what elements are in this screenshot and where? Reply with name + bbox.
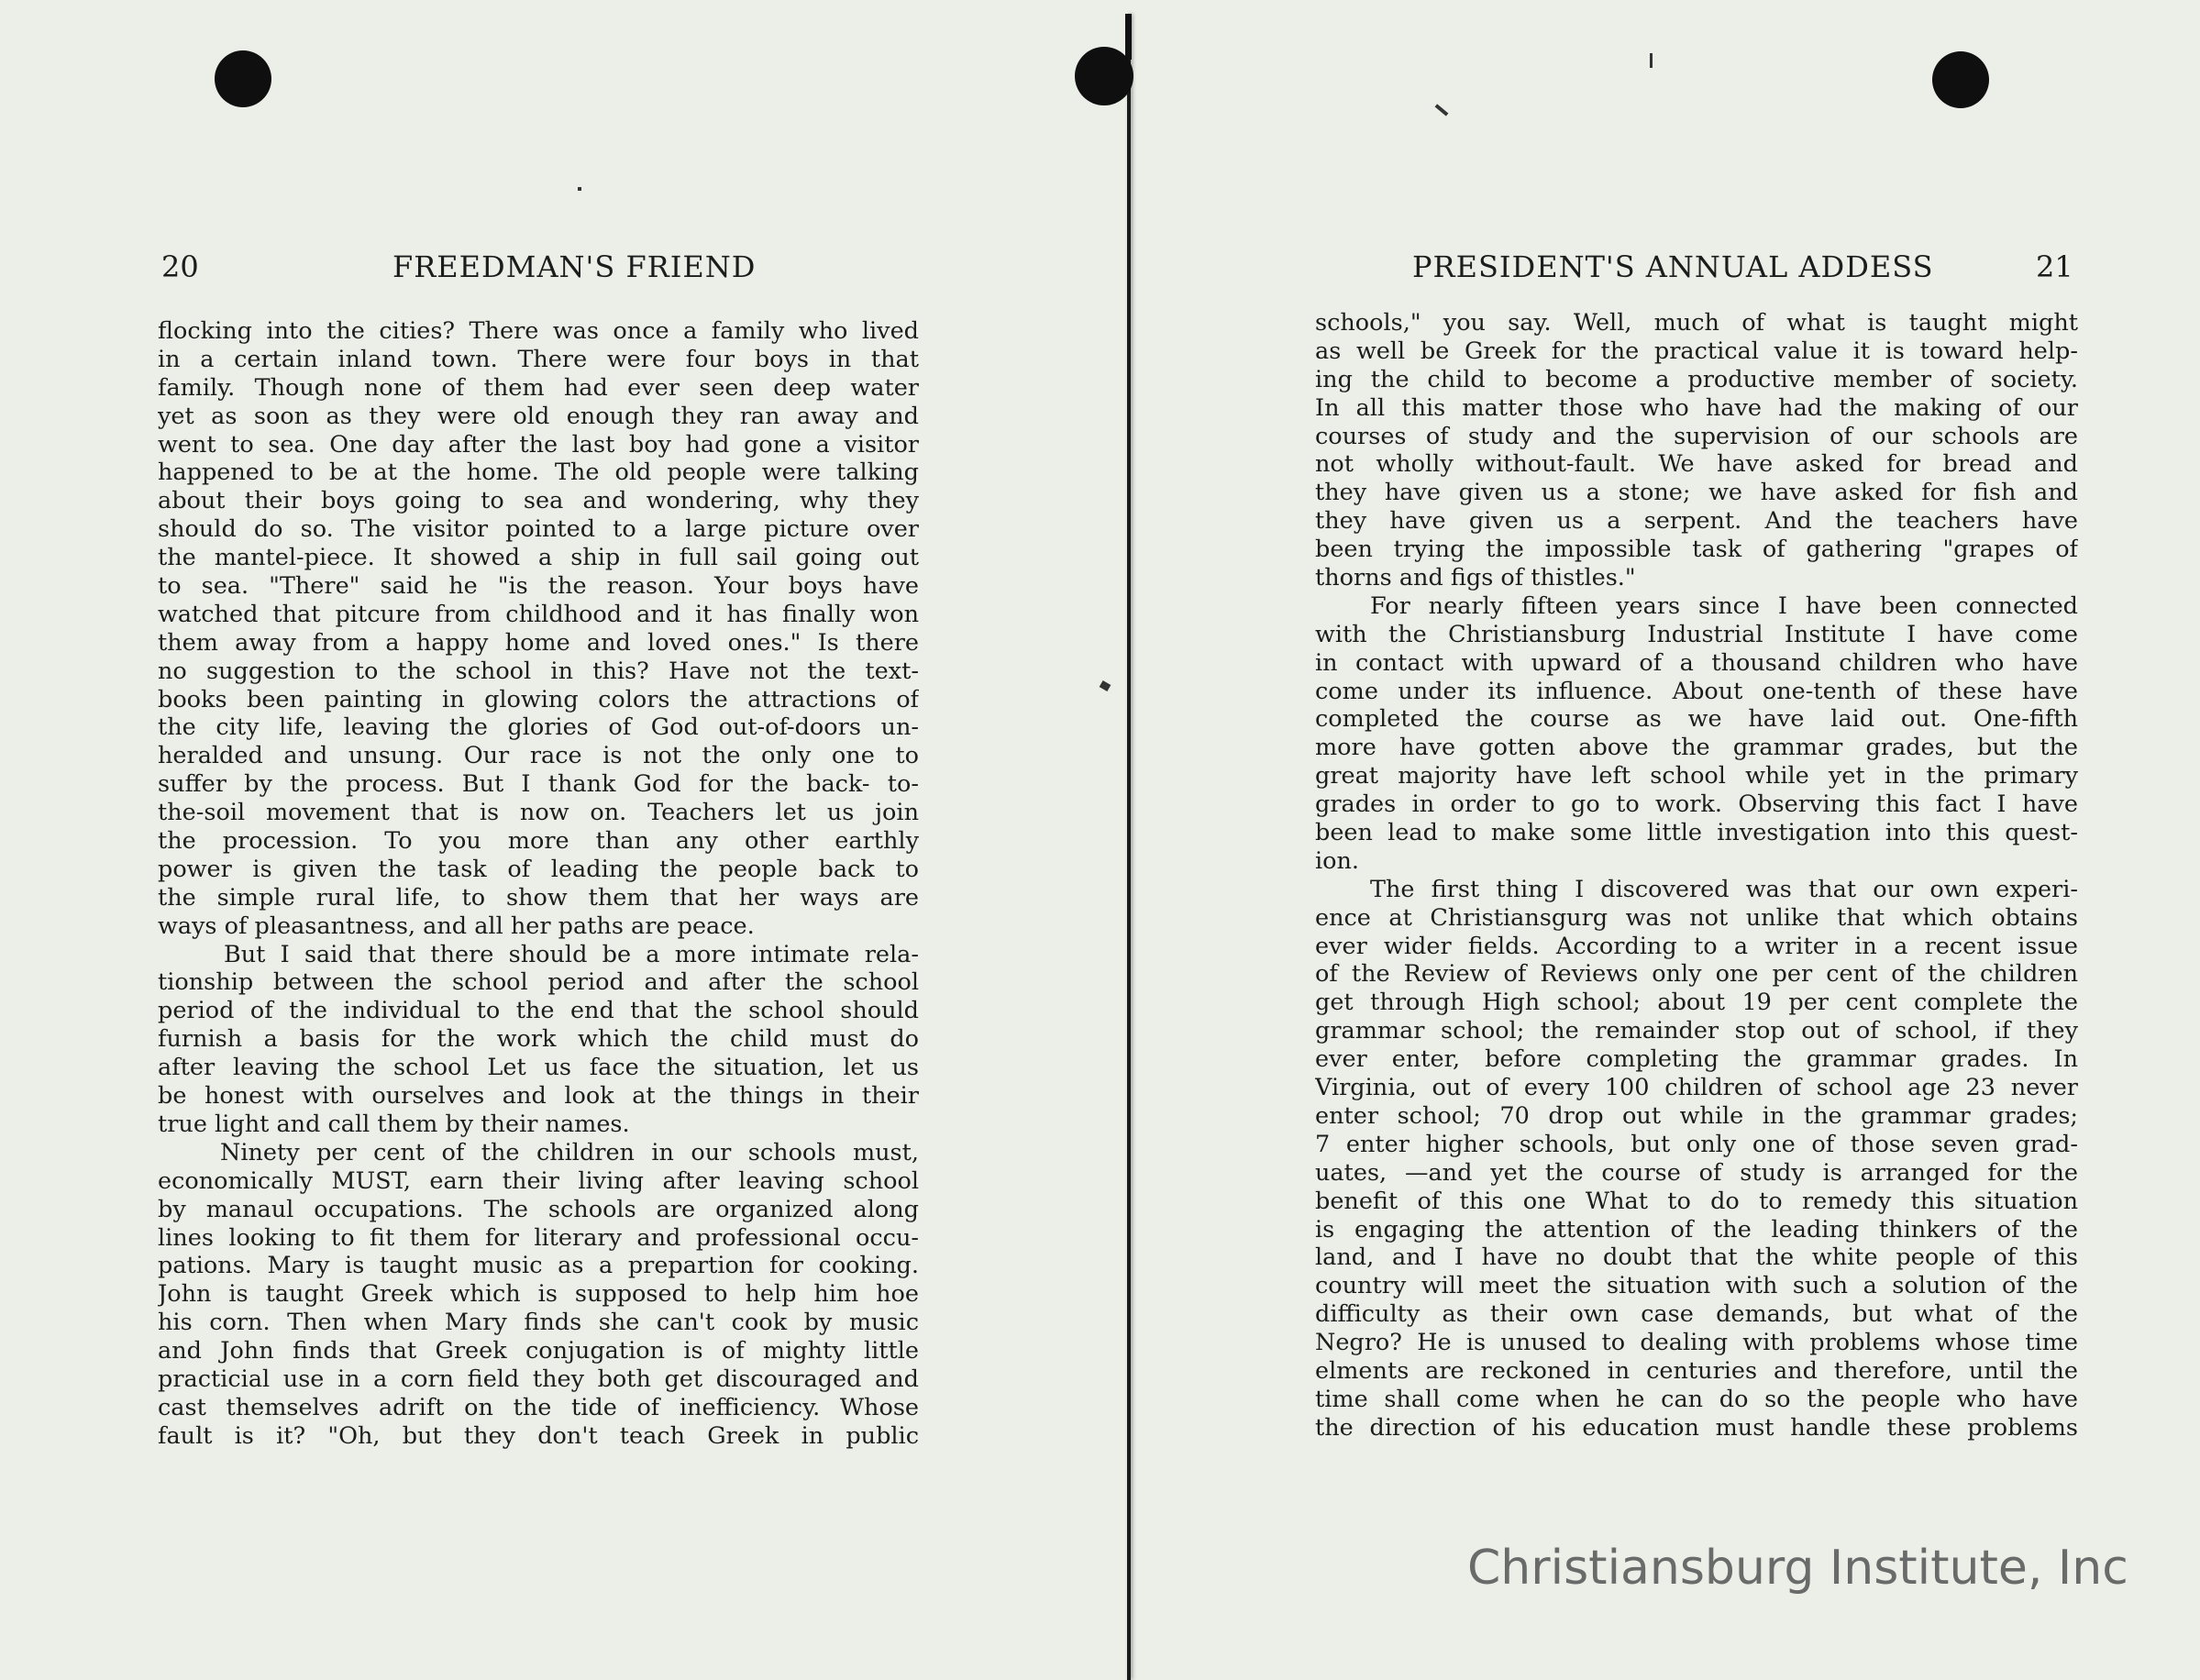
text-line: went to sea. One day after the last boy had gone a visitor [158,430,919,459]
text-line: time shall come when he can do so the people who have [1315,1385,2078,1413]
text-line: they have given us a serpent. And the teachers have [1315,507,2078,536]
text-line: true light and call them by their names. [158,1110,630,1138]
text-line: benefit of this one What to do to remedy this situation [1315,1187,2078,1215]
text-line: ence at Christiansgurg was not unlike that which obtains [1315,903,2078,932]
text-line: be honest with ourselves and look at the things in their [158,1082,919,1111]
text-line: elments are reckoned in centuries and therefore, until the [1315,1356,2078,1385]
text-line: power is given the task of leading the people back to [158,855,919,883]
text-line: grammar school; the remainder stop out of school, if they [1315,1017,2078,1045]
text-line: more have gotten above the grammar grades, but the [1315,734,2078,762]
text-line: cast themselves adrift on the tide of inefficiency. Whose [158,1393,919,1421]
text-line: been trying the impossible task of gathering "grapes of [1315,536,2078,564]
text-line: of the Review of Reviews only one per cent of the children [1315,960,2078,989]
text-line: as well be Greek for the practical value it is toward help- [1315,337,2078,365]
text-line: in contact with upward of a thousand children who have [1315,648,2078,677]
text-line: the-soil movement that is now on. Teachers let us join [158,799,919,827]
text-line: land, and I have no doubt that the white people of this [1315,1243,2078,1272]
body-text [158,317,919,1451]
text-line: completed the course as we have laid out. One-fifth [1315,705,2078,734]
text-line: Negro? He is unused to dealing with problems whose time [1315,1329,2078,1357]
book-gutter [1127,14,1131,1680]
text-line: period of the individual to the end that the school should [158,997,919,1025]
ink-speck [1435,104,1449,116]
text-line: thorns and figs of thistles." [1315,564,1636,592]
text-line: ever wider fields. According to a writer in a recent issue [1315,932,2078,960]
text-line: by manaul occupations. The schools are organized along [158,1195,919,1223]
running-head: FREEDMAN'S FRIEND [392,249,757,284]
text-line: economically MUST, earn their living after leaving school [158,1166,919,1195]
text-line: tionship between the school period and after the school [158,968,919,997]
book-gutter-top [1125,14,1132,60]
text-line: uates, —and yet the course of study is arranged for the [1315,1158,2078,1187]
text-line: they have given us a stone; we have asked for fish and [1315,479,2078,507]
text-line: flocking into the cities? There was once a family who lived [158,317,919,345]
text-line: suffer by the process. But I thank God for the back- to- [158,770,919,799]
text-line: yet as soon as they were old enough they ran away and [158,402,919,430]
text-line: is engaging the attention of the leading thinkers of the [1315,1215,2078,1243]
text-line: about their boys going to sea and wondering, why they [158,487,919,515]
text-line: In all this matter those who have had the making of our [1315,393,2078,422]
text-line: country will meet the situation with such a solution of the [1315,1272,2078,1300]
text-line: ion. [1315,846,1360,875]
text-line: lines looking to fit them for literary and professional occu- [158,1223,919,1252]
text-line: after leaving the school Let us face the situation, let us [158,1054,919,1082]
text-line: grades in order to go to work. Observing this fact I have [1315,790,2078,819]
text-line: in a certain inland town. There were four boys in that [158,345,919,373]
text-line: the procession. To you more than any other earthly [158,827,919,856]
text-line: should do so. The visitor pointed to a large picture over [158,515,919,544]
ink-speck [1650,53,1653,68]
text-line: But I said that there should be a more intimate rela- [224,940,919,968]
text-line: Virginia, out of every 100 children of school age 23 never [1315,1074,2078,1102]
text-line: and John finds that Greek conjugation is of mighty little [158,1337,919,1365]
text-line: get through High school; about 19 per cent complete the [1315,989,2078,1017]
text-line: the simple rural life, to show them that her ways are [158,883,919,912]
text-line: to sea. "There" said he "is the reason. Your boys have [158,572,919,601]
right-page [1132,0,2200,1680]
page-number: 21 [2036,249,2073,284]
text-line: 7 enter higher schools, but only one of those seven grad- [1315,1130,2078,1158]
text-line: happened to be at the home. The old people were talking [158,459,919,487]
text-line: his corn. Then when Mary finds she can't cook by music [158,1309,919,1337]
running-head: PRESIDENT'S ANNUAL ADDESS [1412,249,1934,284]
text-line: family. Though none of them had ever seen deep water [158,373,919,402]
punch-hole [1075,47,1133,105]
ink-speck [578,187,581,191]
text-line: practicial use in a corn field they both get discouraged and [158,1365,919,1393]
text-line: ways of pleasantness, and all her paths are peace. [158,912,755,940]
punch-hole [1932,51,1989,108]
text-line: ever enter, before completing the grammar grades. In [1315,1045,2078,1074]
text-line: watched that pitcure from childhood and it has finally won [158,600,919,628]
text-line: them away from a happy home and loved ones." Is there [158,628,919,657]
text-line: the direction of his education must handle these problems [1315,1413,2078,1442]
text-line: enter school; 70 drop out while in the grammar grades; [1315,1101,2078,1130]
text-line: For nearly fifteen years since I have been connected [1370,591,2078,620]
text-line: come under its influence. About one-tenth of these have [1315,677,2078,705]
text-line: heralded and unsung. Our race is not the only one to [158,742,919,770]
text-line: difficulty as their own case demands, but what of the [1315,1300,2078,1329]
text-line: Ninety per cent of the children in our schools must, [220,1138,919,1166]
page-number: 20 [161,249,199,284]
text-line: been lead to make some little investigation into this quest- [1315,819,2078,847]
text-line: books been painting in glowing colors the attractions of [158,685,919,713]
text-line: the city life, leaving the glories of God out-of-doors un- [158,713,919,742]
text-line: no suggestion to the school in this? Have not the text- [158,657,919,685]
text-line: The first thing I discovered was that our own experi- [1370,875,2078,903]
text-line: with the Christiansburg Industrial Institute I have come [1315,620,2078,648]
watermark: Christiansburg Institute, Inc [1467,1541,2128,1596]
text-line: schools," you say. Well, much of what is taught might [1315,309,2078,337]
text-line: the mantel-piece. It showed a ship in full sail going out [158,544,919,572]
body-text [1315,309,2078,1442]
text-line: pations. Mary is taught music as a prepartion for cooking. [158,1252,919,1280]
punch-hole [215,50,271,107]
text-line: John is taught Greek which is supposed to help him hoe [158,1280,919,1309]
text-line: furnish a basis for the work which the child must do [158,1025,919,1054]
text-line: not wholly without-fault. We have asked for bread and [1315,450,2078,479]
text-line: great majority have left school while yet in the primary [1315,762,2078,790]
text-line: courses of study and the supervision of our schools are [1315,422,2078,450]
text-line: fault is it? "Oh, but they don't teach Greek in public [158,1421,919,1450]
text-line: ing the child to become a productive member of society. [1315,365,2078,393]
